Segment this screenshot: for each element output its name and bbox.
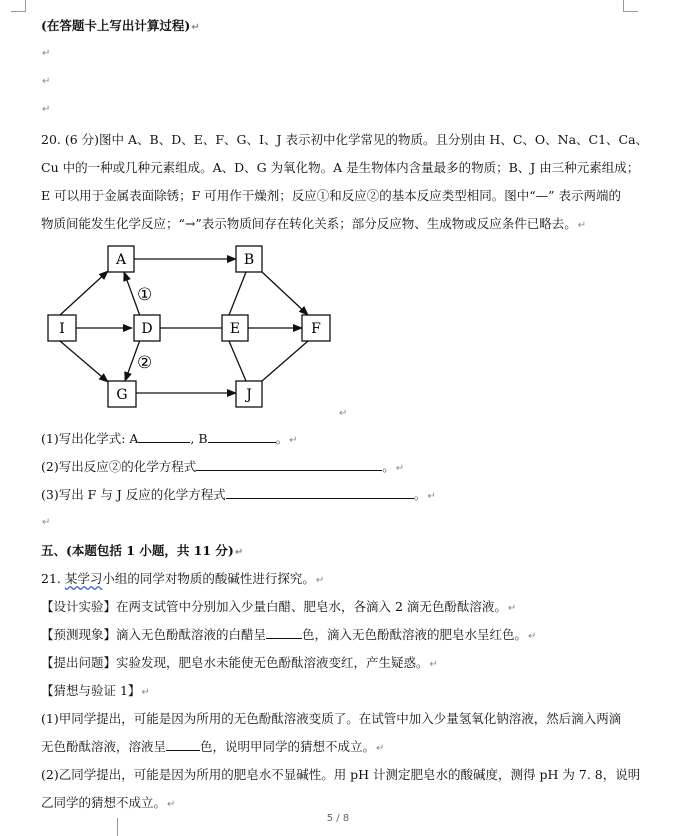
node-e xyxy=(222,315,248,341)
q21-design: 【设计实验】在两支试管中分别加入少量白醋、肥皂水，各滴入 2 滴无色酚酞溶液。↵ xyxy=(41,599,517,614)
page-number: 5 / 8 xyxy=(326,813,350,824)
line-b-e xyxy=(229,272,246,315)
svg-text:B: B xyxy=(243,252,255,268)
answer-blank[interactable] xyxy=(166,738,200,751)
answer-blank[interactable] xyxy=(196,458,382,471)
q20-line-2: Cu 中的一种或几种元素组成。A、D、G 为氧化物。A 是生物体内含量最多的物质；B、J 由三种元素组成； xyxy=(41,160,640,175)
empty-paragraph: ↵ xyxy=(42,76,51,87)
empty-paragraph: ↵ xyxy=(42,48,51,59)
q20-sub1: (1)写出化学式: A , B 。↵ xyxy=(41,431,298,446)
svg-text:G: G xyxy=(116,387,128,403)
svg-text:I: I xyxy=(59,321,65,337)
q20-line-4: 物质间能发生化学反应；“→”表示物质间存在转化关系；部分反应物、生成物或反应条件已略去。↵ xyxy=(41,216,587,231)
reaction-diagram xyxy=(40,238,340,418)
q20-line-1: 20. (6 分)图中 A、B、D、E、F、G、I、J 表示初中化学常见的物质。且分别由 H、C、O、Na、C1、Ca、 xyxy=(41,132,649,147)
answer-blank[interactable] xyxy=(208,430,276,443)
header-note: (在答题卡上写出计算过程)↵ xyxy=(41,18,200,33)
node-a xyxy=(108,246,134,272)
q20-line-3: E 可以用于金属表面除锈；F 可用作干燥剂；反应①和反应②的基本反应类型相同。图中“—” 表示两端的 xyxy=(41,188,622,203)
arrow-i-to-g xyxy=(60,341,108,382)
node-b xyxy=(236,246,262,272)
answer-blank[interactable] xyxy=(138,430,190,443)
empty-paragraph: ↵ xyxy=(42,104,51,115)
node-g xyxy=(108,381,136,407)
q21-intro: 21. 某学习小组的同学对物质的酸碱性进行探究。↵ xyxy=(41,571,325,586)
q21-yi-line-1: (2)乙同学提出，可能是因为所用的肥皂水不显碱性。用 pH 计测定肥皂水的酸碱度，测得 pH 为 7. 8，说明 xyxy=(41,767,641,782)
q21-predict: 【预测现象】滴入无色酚酞溶液的白醋呈 色，滴入无色酚酞溶液的肥皂水呈红色。↵ xyxy=(41,627,537,642)
q21-jia-line-2: 无色酚酞溶液，溶液呈 色，说明甲同学的猜想不成立。↵ xyxy=(41,739,385,754)
svg-text:E: E xyxy=(229,321,241,337)
line-e-j xyxy=(229,341,246,381)
section-5-heading: 五、(本题包括 1 小题，共 11 分)↵ xyxy=(41,543,244,558)
crop-mark-top-left xyxy=(11,0,26,12)
crop-mark-top-right xyxy=(623,0,638,12)
answer-blank[interactable] xyxy=(266,626,302,639)
node-d xyxy=(134,315,160,341)
q21-guess-1: 【猜想与验证 1】↵ xyxy=(41,683,150,698)
node-j xyxy=(236,381,262,407)
svg-text:F: F xyxy=(311,321,321,337)
empty-paragraph: ↵ xyxy=(339,408,348,419)
q20-sub2: (2)写出反应②的化学方程式 。↵ xyxy=(41,459,405,474)
svg-text:A: A xyxy=(115,252,127,268)
q21-yi-line-2: 乙同学的猜想不成立。↵ xyxy=(41,795,176,810)
answer-blank[interactable] xyxy=(226,486,414,499)
node-f xyxy=(302,315,330,341)
reaction-2-label: ② xyxy=(137,353,153,373)
q21-question: 【提出问题】实验发现，肥皂水未能使无色酚酞溶液变红，产生疑惑。↵ xyxy=(41,655,438,670)
q20-sub3: (3)写出 F 与 J 反应的化学方程式 。↵ xyxy=(41,487,436,502)
arrow-i-to-a xyxy=(60,271,108,315)
svg-text:D: D xyxy=(141,321,153,337)
q21-jia-line-1: (1)甲同学提出，可能是因为所用的无色酚酞溶液变质了。在试管中加入少量氢氧化钠溶液，然后滴入两滴 xyxy=(41,711,622,726)
line-j-f xyxy=(262,341,308,381)
reaction-1-label: ① xyxy=(137,285,153,305)
svg-text:J: J xyxy=(246,387,252,403)
arrow-b-to-f xyxy=(262,272,308,315)
node-i xyxy=(48,315,76,341)
empty-paragraph: ↵ xyxy=(42,517,51,528)
